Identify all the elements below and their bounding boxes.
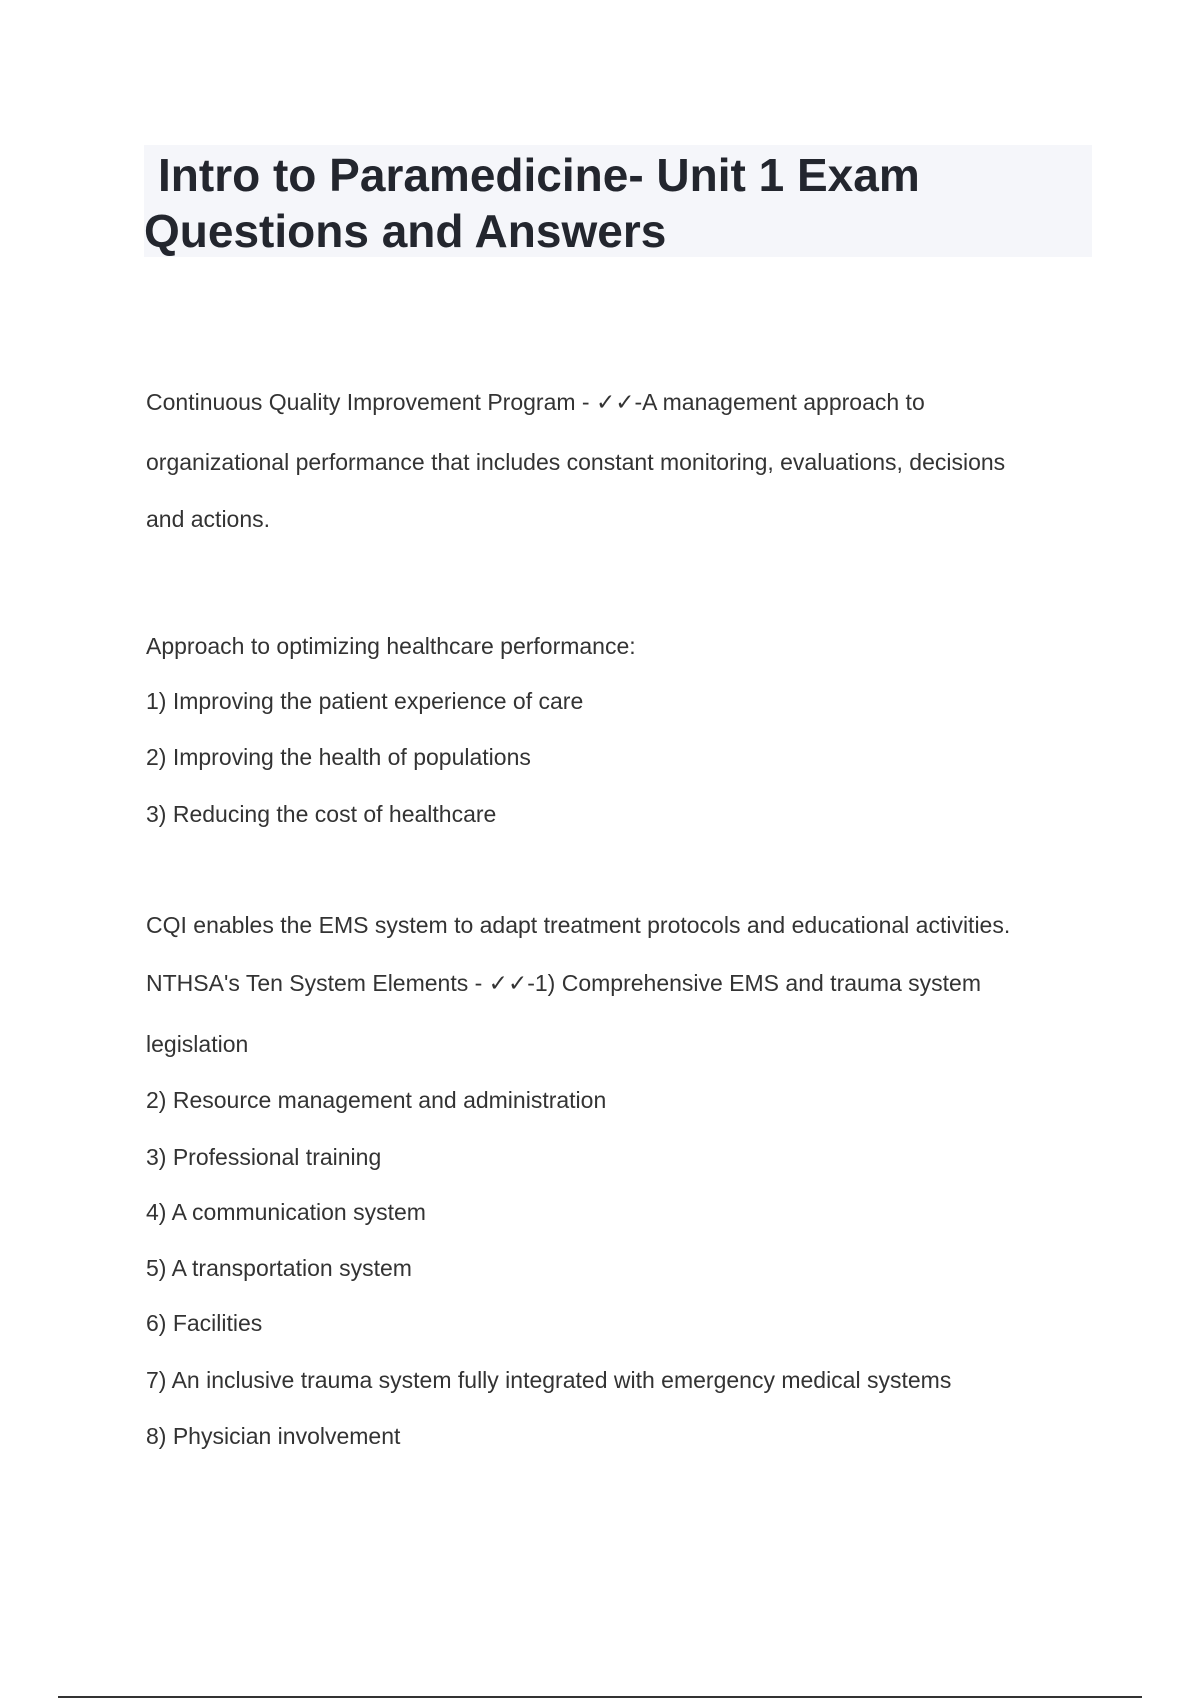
approach-item-2: 2) Improving the health of populations	[146, 744, 531, 770]
cqi-definition-line-2: organizational performance that includes constant monitoring, evaluations, decisions	[146, 449, 1006, 475]
cqi-definition-line-1: Continuous Quality Improvement Program - ✓✓-A management approach to	[146, 389, 925, 415]
cqi-statement: CQI enables the EMS system to adapt treatment protocols and educational activities.	[146, 912, 1011, 938]
title-line-1: Intro to Paramedicine- Unit 1 Exam	[158, 149, 920, 201]
element-item-5: 5) A transportation system	[146, 1255, 412, 1281]
approach-item-3: 3) Reducing the cost of healthcare	[146, 801, 497, 827]
element-item-7: 7) An inclusive trauma system fully integrated with emergency medical systems	[146, 1367, 952, 1393]
nthsa-elements-line-1: NTHSA's Ten System Elements - ✓✓-1) Comprehensive EMS and trauma system	[146, 970, 981, 996]
cqi-definition-line-3: and actions.	[146, 506, 271, 532]
element-item-8: 8) Physician involvement	[146, 1423, 401, 1449]
approach-heading: Approach to optimizing healthcare performance:	[146, 633, 636, 659]
element-item-4: 4) A communication system	[146, 1199, 426, 1225]
footer-divider	[58, 1696, 1142, 1698]
approach-item-1: 1) Improving the patient experience of care	[146, 688, 584, 714]
element-item-3: 3) Professional training	[146, 1144, 382, 1170]
nthsa-elements-line-2: legislation	[146, 1031, 249, 1057]
element-item-6: 6) Facilities	[146, 1310, 263, 1336]
element-item-2: 2) Resource management and administration	[146, 1087, 607, 1113]
document-title	[144, 145, 1092, 257]
title-line-2: Questions and Answers	[144, 205, 667, 257]
